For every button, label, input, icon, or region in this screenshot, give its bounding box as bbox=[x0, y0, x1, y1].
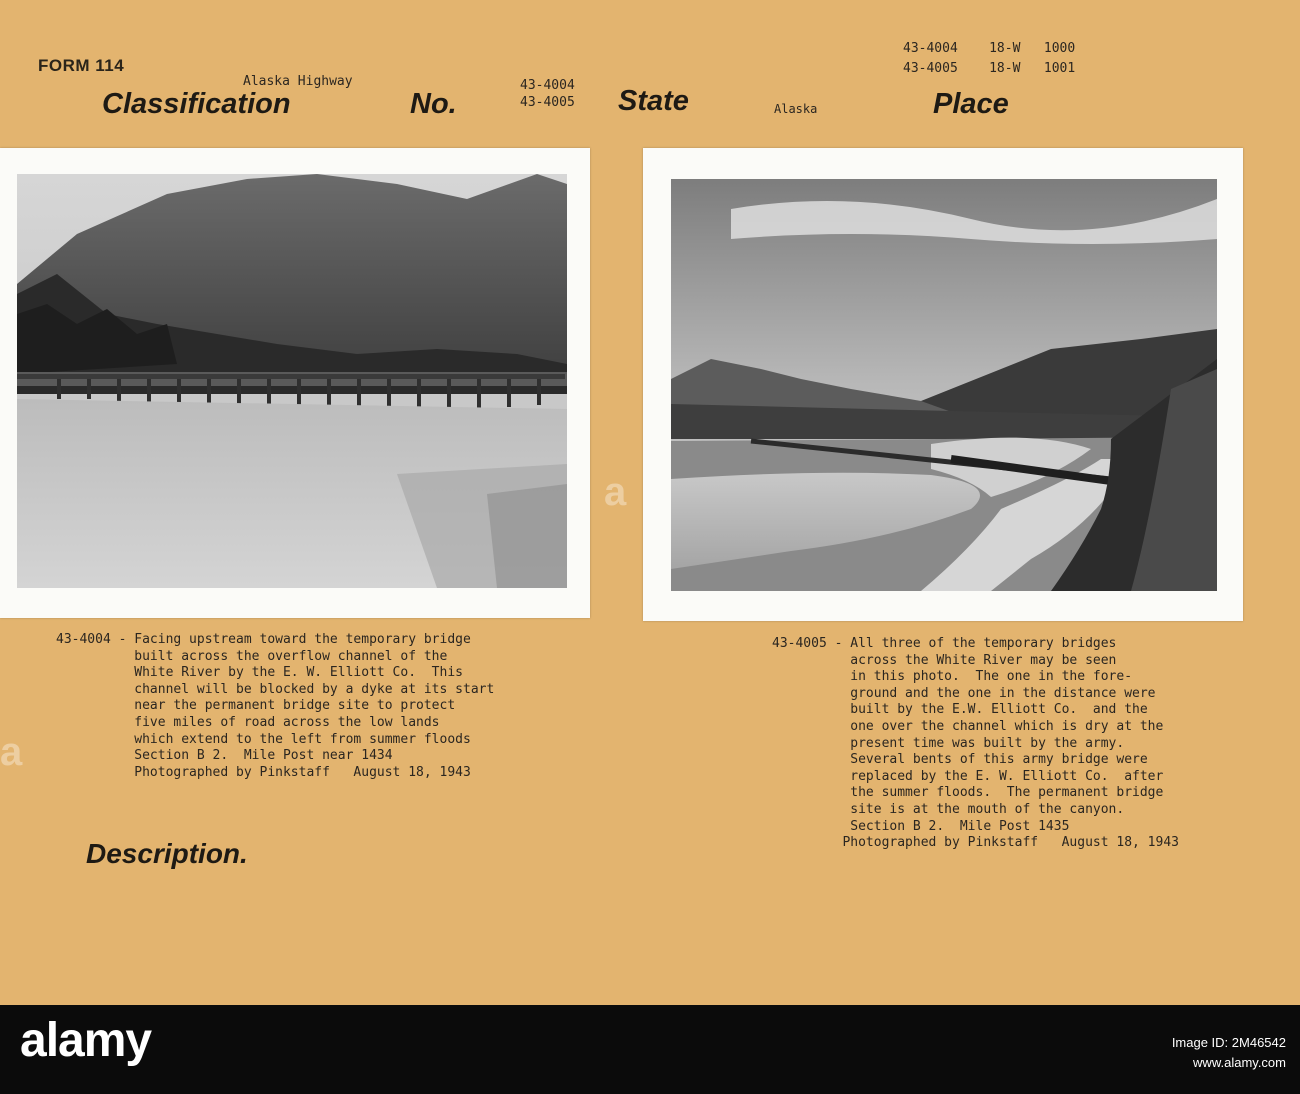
left-photo-bridge bbox=[17, 174, 567, 588]
right-description-line: one over the channel which is dry at the bbox=[772, 718, 1164, 734]
form-number-label: FORM 114 bbox=[38, 56, 125, 75]
stock-footer-strip bbox=[0, 1005, 1300, 1094]
place-value-2: 43-4005 18-W 1001 bbox=[903, 61, 1076, 76]
right-photo-image bbox=[671, 179, 1217, 591]
right-description-line: in this photo. The one in the fore- bbox=[772, 669, 1133, 685]
right-description-line: across the White River may be seen bbox=[772, 652, 1117, 668]
left-photo-mount bbox=[0, 148, 590, 618]
stock-logo bbox=[20, 1013, 151, 1068]
left-description-line: channel will be blocked by a dyke at its start bbox=[56, 681, 495, 697]
watermark: a bbox=[604, 470, 627, 514]
right-description-line: built by the E.W. Elliott Co. and the bbox=[772, 702, 1148, 718]
left-description-line: 43-4004 - Facing upstream toward the temporary bridge bbox=[56, 632, 471, 647]
classification-value: Alaska Highway bbox=[243, 74, 353, 89]
right-photo-river bbox=[671, 179, 1217, 591]
left-description-line: White River by the E. W. Elliott Co. This bbox=[56, 665, 463, 681]
place-value-1: 43-4004 18-W 1000 bbox=[903, 41, 1076, 56]
right-description-line: ground and the one in the distance were bbox=[772, 685, 1156, 701]
left-description-line: five miles of road across the low lands bbox=[56, 714, 440, 730]
watermark: a bbox=[0, 730, 23, 774]
right-description-line: present time was built by the army. bbox=[772, 735, 1125, 751]
left-description-line: near the permanent bridge site to protect bbox=[56, 698, 456, 714]
description-label: Description. bbox=[86, 838, 248, 869]
number-value-1: 43-4004 bbox=[520, 78, 575, 93]
stock-url: www.alamy.com bbox=[1193, 1055, 1286, 1070]
left-description-line: built across the overflow channel of the bbox=[56, 648, 448, 664]
left-description-line: Photographed by Pinkstaff August 18, 1943 bbox=[56, 764, 471, 780]
place-label: Place bbox=[933, 88, 1009, 120]
right-photo-mount bbox=[643, 148, 1243, 621]
left-description-line: which extend to the left from summer floods bbox=[56, 731, 471, 747]
right-description-line: the summer floods. The permanent bridge bbox=[772, 785, 1164, 801]
right-description-line: replaced by the E. W. Elliott Co. after bbox=[772, 768, 1164, 784]
right-description-line: 43-4005 - All three of the temporary bridges bbox=[772, 636, 1117, 651]
number-value-2: 43-4005 bbox=[520, 95, 575, 110]
state-value: Alaska bbox=[774, 102, 818, 116]
state-label: State bbox=[618, 85, 689, 117]
right-description bbox=[772, 636, 1179, 852]
right-description-line: Several bents of this army bridge were bbox=[772, 752, 1148, 768]
left-photo-image bbox=[17, 174, 567, 588]
number-label: No. bbox=[410, 88, 457, 120]
classification-label: Classification bbox=[102, 88, 291, 120]
stock-image-id: Image ID: 2M46542 bbox=[1171, 1035, 1286, 1050]
right-description-line: Photographed by Pinkstaff August 18, 1943 bbox=[772, 835, 1179, 851]
stock-logo-text: alamy bbox=[20, 1014, 152, 1067]
right-description-line: site is at the mouth of the canyon. bbox=[772, 801, 1125, 817]
left-description bbox=[56, 632, 494, 781]
left-description-line: Section B 2. Mile Post near 1434 bbox=[56, 748, 393, 764]
right-description-line: Section B 2. Mile Post 1435 bbox=[772, 818, 1070, 834]
